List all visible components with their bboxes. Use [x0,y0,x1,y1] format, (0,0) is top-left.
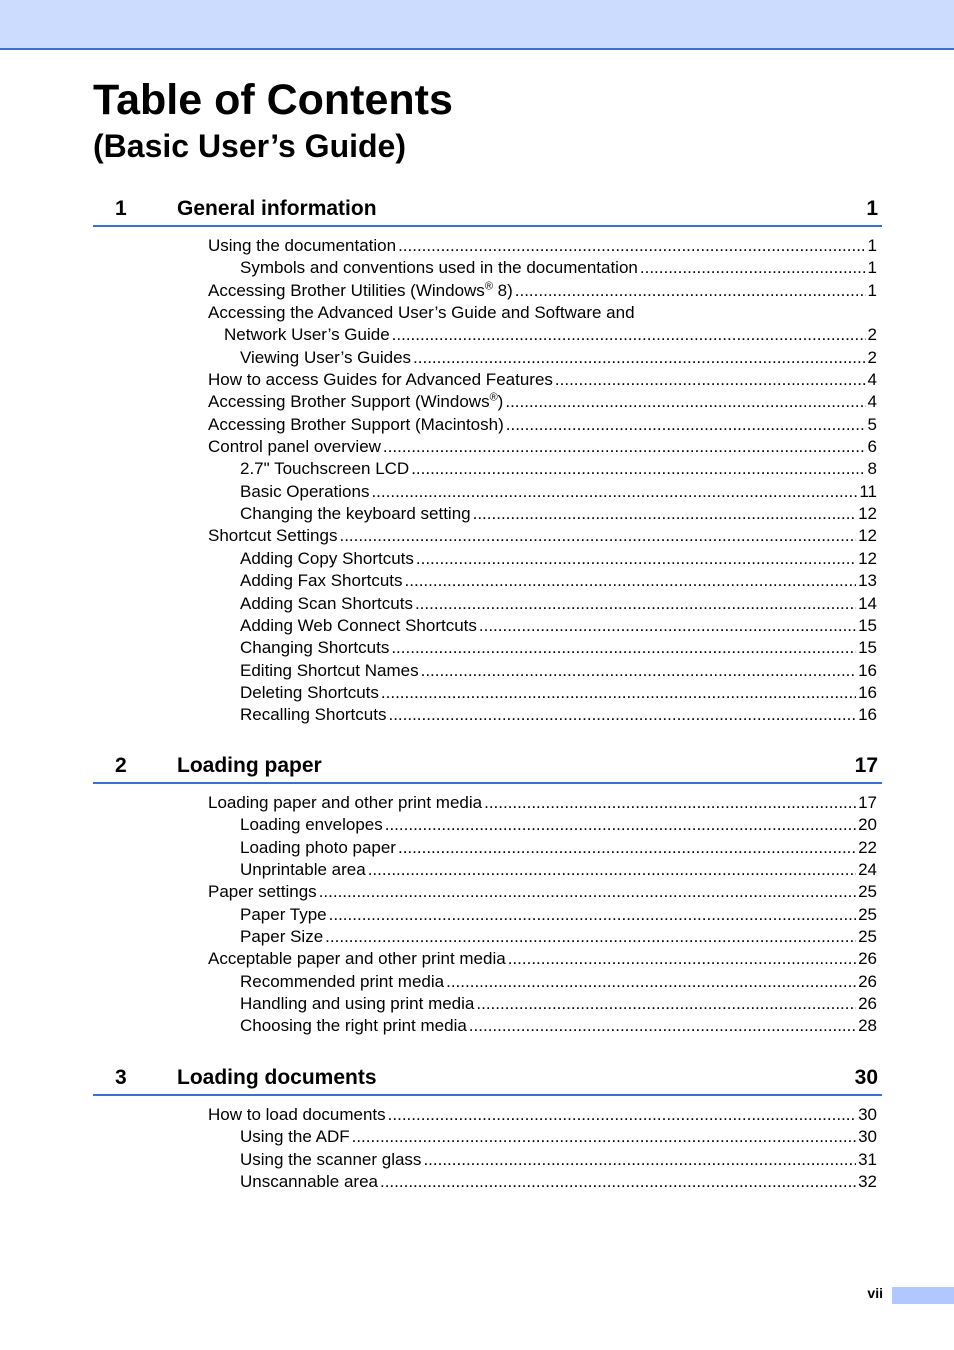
footer-tab [892,1287,954,1304]
toc-entry[interactable] [208,525,877,547]
toc-entry[interactable] [240,993,877,1015]
toc-entry-text: Changing Shortcuts [240,638,390,658]
chapter-page: 17 [854,754,878,777]
toc-entry-text: Viewing User’s Guides [240,347,412,367]
dot-leader [446,971,856,993]
chapter-page: 1 [866,197,878,220]
toc-entry[interactable] [240,257,877,279]
toc-entry-page: 15 [858,615,877,635]
toc-entry-page: 1 [867,236,877,255]
toc-entry[interactable] [208,881,877,903]
dot-leader [640,257,866,279]
dot-leader [371,481,857,503]
toc-entry-label [240,1015,467,1037]
toc-entry-page: 15 [858,638,877,658]
toc-entry-text: How to access Guides for Advanced Features [208,370,553,390]
toc-entry-page: 2 [867,347,877,367]
dot-leader [319,881,856,903]
chapter-entries [0,792,954,1038]
dot-leader [473,503,856,525]
toc-entry-label [240,637,389,659]
toc-entry[interactable] [240,481,877,503]
toc-entry-page: 26 [858,994,877,1014]
toc-entry-text: Recalling Shortcuts [240,705,387,725]
toc-entry[interactable] [240,837,877,859]
dot-leader [515,280,866,302]
toc-entry[interactable] [208,391,877,413]
dot-leader [391,637,856,659]
chapter-entries [0,235,954,727]
toc-entry-label [240,615,477,637]
toc-entry-text: Loading envelopes [240,815,383,835]
toc-entry-text: Using the ADF [240,1127,350,1147]
toc-entry-page: 17 [858,793,877,812]
dot-leader [506,414,866,436]
dot-leader [476,993,856,1015]
toc-entry-label [208,948,506,970]
dot-leader [505,391,865,413]
toc-entry[interactable] [208,369,877,391]
toc-entry[interactable] [240,637,877,659]
dot-leader [508,948,856,970]
dot-leader [413,347,866,369]
toc-entry-label [208,792,482,814]
toc-entry[interactable] [240,458,877,480]
dot-leader [555,369,866,391]
toc-entry-text-suffix: ) [497,392,504,412]
toc-entry-text: Shortcut Settings [208,526,338,546]
toc-entry-page: 4 [867,370,877,390]
toc-entry-text: Accessing Brother Support (Macintosh) [208,414,504,434]
toc-entry-page: 16 [858,660,877,680]
toc-entry[interactable] [208,302,877,324]
toc-entry-text: Symbols and conventions used in the documentation [240,258,638,278]
toc-entry[interactable] [208,1104,877,1126]
toc-entry-text: Using the scanner glass [240,1149,422,1169]
toc-entry-label [208,369,553,391]
toc-entry[interactable] [240,926,877,948]
toc-entry-label [208,881,317,903]
toc-entry-text: Editing Shortcut Names [240,660,419,680]
toc-entry-text: Choosing the right print media [240,1016,467,1036]
dot-leader [368,859,856,881]
toc-entry-page: 26 [858,971,877,991]
toc-entry-page: 32 [858,1172,877,1192]
header-band [0,0,954,50]
toc-entry-text: Deleting Shortcuts [240,682,379,702]
toc-entry-label [240,814,383,836]
toc-entry-text: Paper Size [240,927,324,947]
toc-entry[interactable] [240,1015,877,1037]
toc-entry-page: 11 [859,481,877,501]
toc-entry-label [240,503,471,525]
dot-leader [423,1149,856,1171]
chapter-number: 3 [115,1066,127,1089]
toc-entry-page: 12 [858,548,877,568]
chapter-heading[interactable] [93,751,882,784]
dot-leader [352,1126,856,1148]
chapter-entries [0,1104,954,1193]
toc-entry-page: 1 [867,258,877,278]
toc-entry-page: 20 [858,815,877,835]
toc-entry[interactable] [240,1171,877,1193]
dot-leader [381,682,856,704]
toc-entry[interactable] [240,1126,877,1148]
dot-leader [479,615,856,637]
toc-entry-page: 25 [858,927,877,947]
toc-entry-label [208,436,381,458]
toc-entry-text: Network User’s Guide [224,325,390,345]
chapter-title: Loading paper [177,754,322,777]
dot-leader [398,837,856,859]
dot-leader [388,1104,856,1126]
toc-entry[interactable] [240,347,877,369]
dot-leader [484,792,856,814]
toc-entry[interactable] [208,436,877,458]
toc-entry[interactable] [240,682,877,704]
toc-entry-text: Paper settings [208,882,317,902]
toc-entry-page: 6 [867,437,877,457]
page-number: vii [867,1285,883,1301]
dot-leader [411,458,865,480]
toc-entry-label [240,458,409,480]
toc-entry-page: 22 [858,837,877,857]
dot-leader [405,570,857,592]
toc-entry[interactable] [208,414,877,436]
toc-entry[interactable] [240,503,877,525]
toc-entry-page: 16 [858,705,877,725]
toc-entry-text: Recommended print media [240,971,445,991]
toc-entry-label [240,593,413,615]
toc-entry[interactable] [240,615,877,637]
toc-entry-page: 30 [858,1105,877,1124]
dot-leader [398,235,865,257]
chapter-title: Loading documents [177,1066,377,1089]
toc-entry-label [208,302,635,324]
title-block [93,74,453,166]
toc-entry-label [240,347,411,369]
toc-entry-text: Adding Copy Shortcuts [240,548,414,568]
toc-entry[interactable] [240,971,877,993]
dot-leader [329,904,856,926]
toc-entry-label [240,548,414,570]
toc-entry-text: Unscannable area [240,1172,378,1192]
toc-entry[interactable] [240,704,877,726]
toc-entry-page: 28 [858,1016,877,1036]
toc-entry-label [240,1171,378,1193]
chapter-number: 2 [115,754,127,777]
dot-leader [469,1015,856,1037]
toc-entry-label [240,570,403,592]
toc-entry[interactable] [208,280,877,302]
toc-entry-label [208,1104,386,1126]
dot-leader [325,926,856,948]
toc-entry-page: 14 [858,593,877,613]
registered-mark: ® [484,280,493,293]
chapter-number: 1 [115,197,127,220]
toc-entry[interactable] [224,324,877,346]
chapter-page: 30 [854,1066,878,1089]
toc-entry-text: Handling and using print media [240,994,475,1014]
toc-entry-text: Loading paper and other print media [208,793,483,812]
toc-entry[interactable] [208,235,877,257]
toc-entry-label [240,837,396,859]
toc-entry-label [224,324,390,346]
dot-leader [421,660,856,682]
toc-entry-label [208,525,337,547]
toc-entry-text: Control panel overview [208,437,381,457]
toc-entry[interactable] [240,660,877,682]
toc-entry-text: Basic Operations [240,481,370,501]
toc-entry-text: Accessing the Advanced User’s Guide and Software and [208,303,635,323]
toc-entry-page: 25 [858,904,877,924]
toc-entry-text: How to load documents [208,1105,386,1124]
registered-mark: ® [489,391,498,404]
toc-entry-label [208,235,396,257]
toc-entry-page: 25 [858,882,877,902]
toc-entry-text-suffix: 8) [492,280,513,300]
toc-entry-label [208,414,504,436]
dot-leader [416,548,856,570]
toc-entry-page: 16 [858,682,877,702]
toc-entry-text: Accessing Brother Support (Windows [208,392,490,412]
toc-entry-page: 24 [858,860,877,880]
toc-entry-label [208,280,513,302]
toc-entry-text: Paper Type [240,904,327,924]
toc-entry-text: Acceptable paper and other print media [208,949,506,969]
chapter-heading[interactable] [93,1063,882,1096]
page-subtitle: (Basic User’s Guide) [93,128,406,164]
toc-entry[interactable] [240,904,877,926]
toc-entry-label [208,391,503,413]
chapter-title: General information [177,197,377,220]
toc-entry-page: 4 [867,392,877,412]
toc-entry[interactable] [240,570,877,592]
toc-entry-label [240,971,444,993]
dot-leader [392,324,866,346]
toc-entry[interactable] [240,814,877,836]
toc-entry-text: Accessing Brother Utilities (Windows [208,280,485,300]
dot-leader [380,1171,856,1193]
toc-entry-text: Adding Scan Shortcuts [240,593,413,613]
toc-entry-page: 1 [867,280,877,300]
toc-entry[interactable] [240,1149,877,1171]
dot-leader [385,814,856,836]
chapter-heading[interactable] [93,194,882,227]
toc-entry-text: Changing the keyboard setting [240,504,471,524]
toc-entry[interactable] [240,859,877,881]
toc-entry[interactable] [208,792,877,814]
toc-entry-label [240,481,369,503]
toc-entry-text: Using the documentation [208,236,397,255]
dot-leader [415,593,856,615]
dot-leader [388,704,856,726]
toc-entry-label [240,257,638,279]
toc-entry-label [240,926,323,948]
toc-entry-label [240,1126,350,1148]
toc-entry[interactable] [208,948,877,970]
toc-entry-label [240,660,419,682]
toc-entry-page: 8 [867,459,877,479]
toc-entry-label [240,993,474,1015]
toc-entry-page: 26 [858,949,877,969]
toc-entry-label [240,904,327,926]
toc-entry-text: Loading photo paper [240,837,396,857]
toc-entry-text: Adding Web Connect Shortcuts [240,615,477,635]
toc-entry-page: 12 [858,526,877,546]
toc-entry-label [240,859,366,881]
toc-entry-page: 5 [867,414,877,434]
toc-entry-label [240,704,386,726]
toc-entry[interactable] [240,548,877,570]
toc-entry-label [240,682,379,704]
toc-entry-text: Unprintable area [240,860,366,880]
toc-entry-page: 2 [867,325,877,345]
toc-entry-text: Adding Fax Shortcuts [240,571,403,591]
toc-entry-label [240,1149,421,1171]
toc-entry-page: 13 [858,571,877,591]
toc-entry-text: 2.7" Touchscreen LCD [240,459,410,479]
toc-entry-page: 30 [858,1127,877,1147]
toc-entry-page: 12 [858,504,877,524]
dot-leader [339,525,856,547]
toc-entry-page: 31 [858,1149,877,1169]
toc-entry[interactable] [240,593,877,615]
dot-leader [383,436,866,458]
page-title: Table of Contents [93,76,453,124]
